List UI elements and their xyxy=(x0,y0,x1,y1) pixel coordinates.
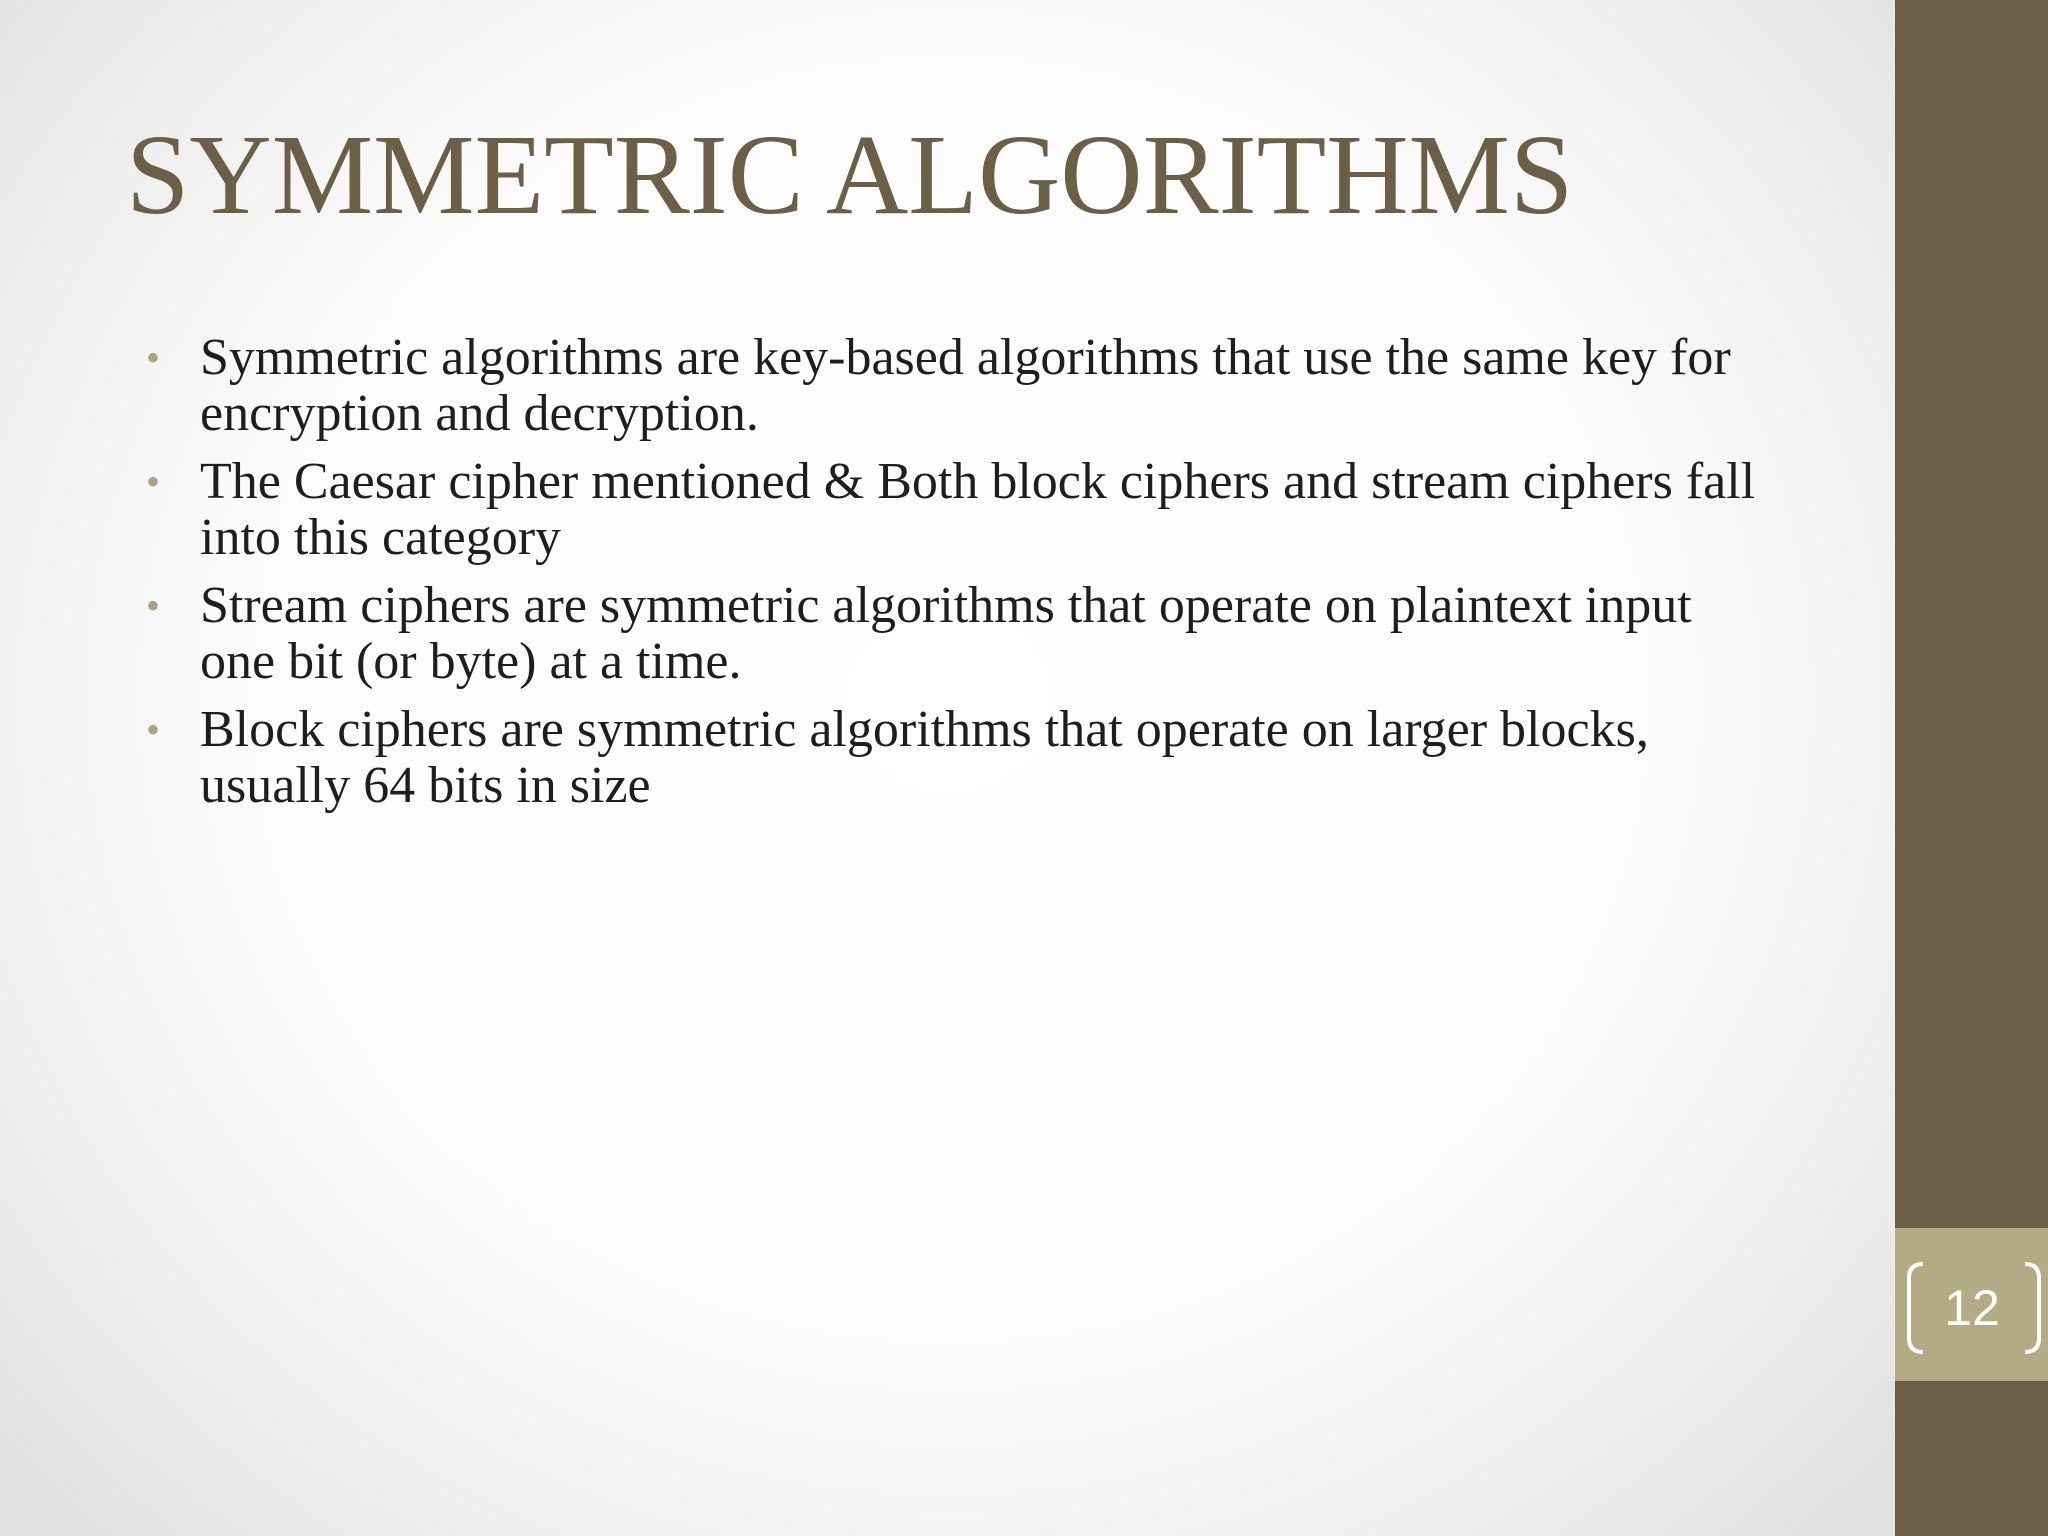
bullet-item xyxy=(146,577,1760,690)
bullet-list xyxy=(146,329,1760,826)
bullet-dot-icon: • xyxy=(146,583,161,628)
bullet-dot-icon: • xyxy=(146,459,161,504)
bullet-item xyxy=(146,453,1760,566)
bullet-item xyxy=(146,701,1760,814)
bullet-dot-icon: • xyxy=(146,707,161,752)
bullet-text: The Caesar cipher mentioned & Both block ciphers and stream ciphers fall into this category xyxy=(200,453,1756,566)
page-number: 12 xyxy=(1944,1280,2000,1336)
bullet-text: Symmetric algorithms are key-based algorithms that use the same key for encryption and decryption. xyxy=(200,329,1731,442)
bullet-item xyxy=(146,329,1760,442)
bullet-text: Stream ciphers are symmetric algorithms that operate on plaintext input one bit (or byte) at a time. xyxy=(200,577,1692,690)
slide-title: SYMMETRIC ALGORITHMS xyxy=(126,111,1574,238)
bullet-dot-icon: • xyxy=(146,335,161,380)
bullet-text: Block ciphers are symmetric algorithms that operate on larger blocks, usually 64 bits in size xyxy=(200,701,1649,814)
